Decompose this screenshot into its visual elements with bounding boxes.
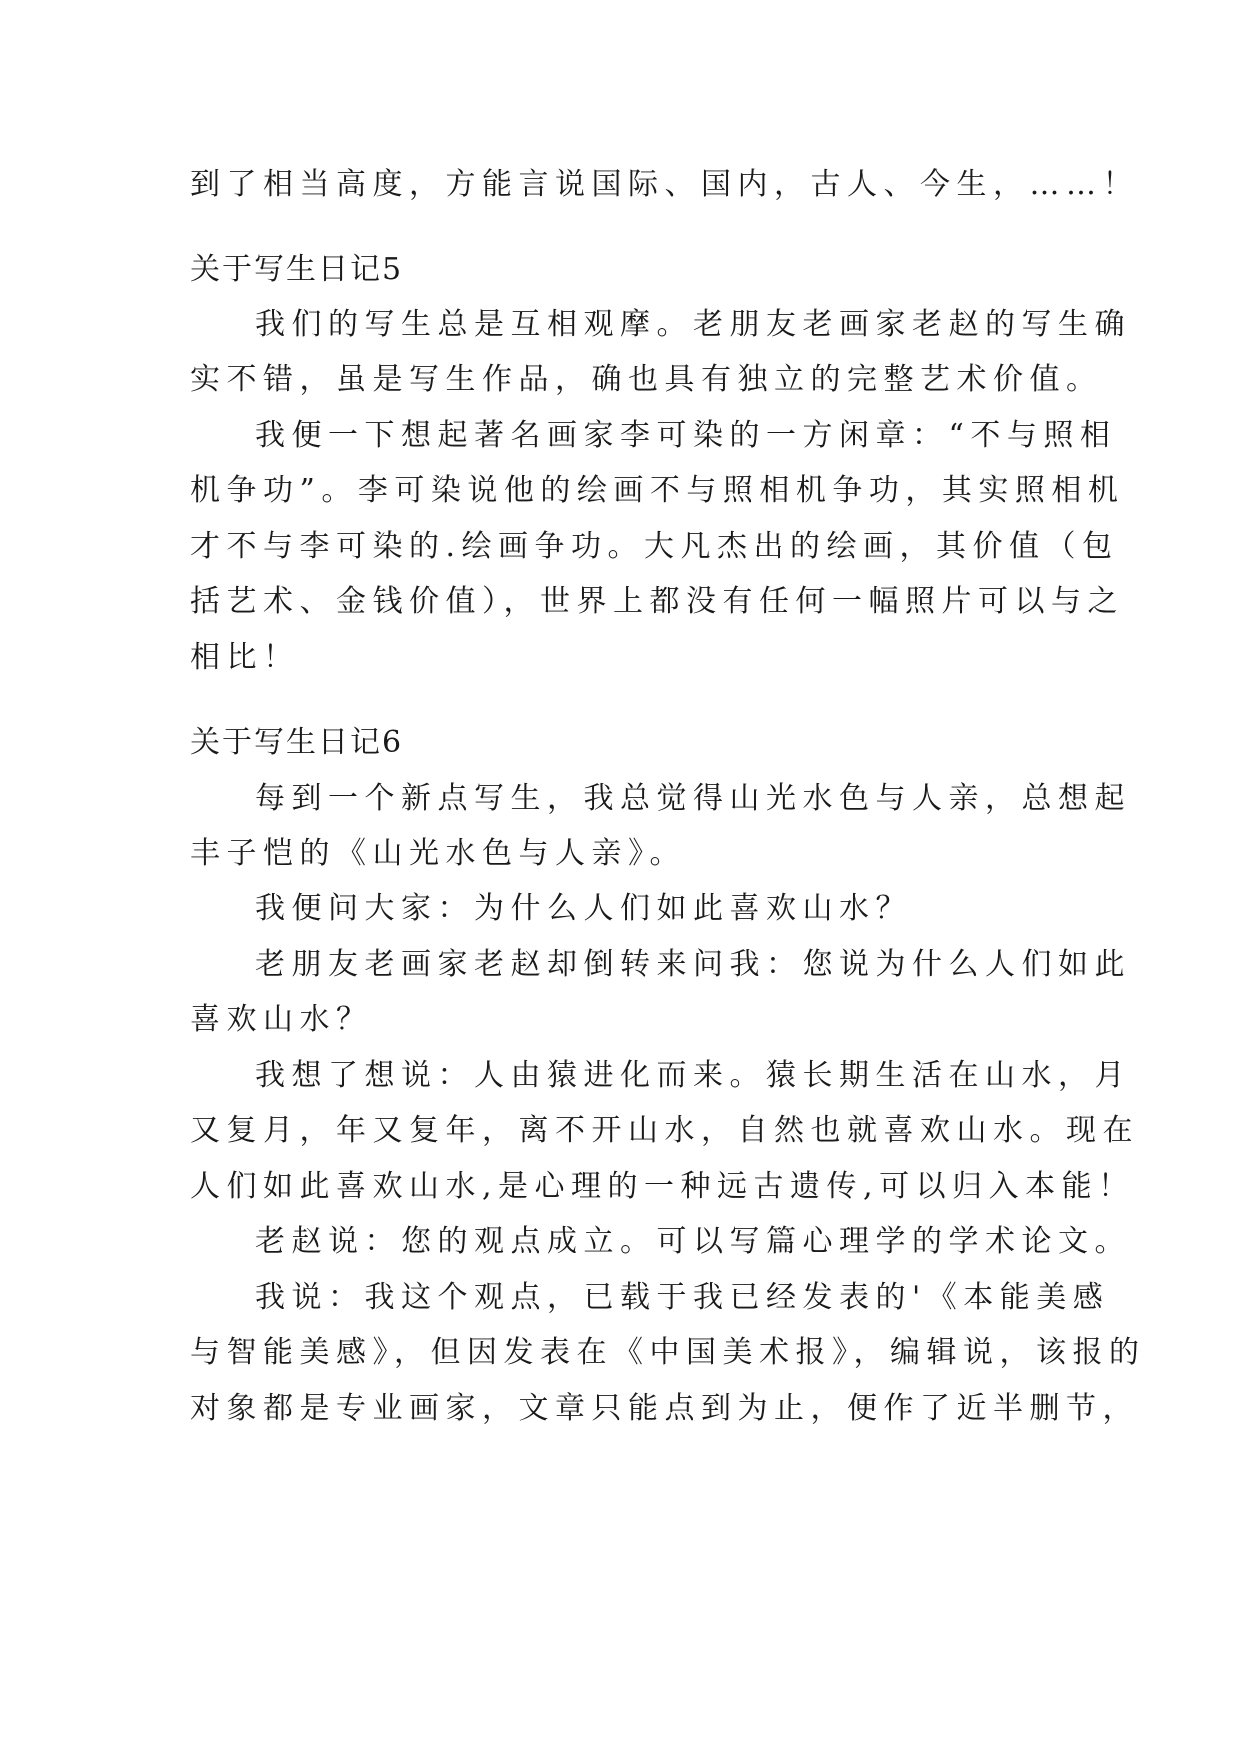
section-heading-5: 关于写生日记5: [190, 252, 404, 287]
paragraph-line: 老朋友老画家老赵却倒转来问我：您说为什么人们如此: [255, 947, 1131, 982]
paragraph-line: 到了相当高度，方能言说国际、国内，古人、今生，……！: [190, 167, 1139, 202]
paragraph-line: 我想了想说：人由猿进化而来。猿长期生活在山水，月: [255, 1058, 1131, 1093]
paragraph-line: 实不错，虽是写生作品，确也具有独立的完整艺术价值。: [190, 362, 1103, 397]
paragraph-line: 喜欢山水？: [190, 1002, 373, 1037]
paragraph-line: 与智能美感》，但因发表在《中国美术报》，编辑说，该报的: [190, 1335, 1146, 1370]
section-heading-6: 关于写生日记6: [190, 725, 404, 760]
paragraph-line: 我们的写生总是互相观摩。老朋友老画家老赵的写生确: [255, 307, 1131, 342]
paragraph-line: 相比！: [190, 640, 300, 675]
paragraph-line: 老赵说：您的观点成立。可以写篇心理学的学术论文。: [255, 1224, 1131, 1259]
paragraph-line: 我便问大家：为什么人们如此喜欢山水？: [255, 891, 912, 926]
paragraph-line: 又复月，年又复年，离不开山水，自然也就喜欢山水。现在: [190, 1113, 1139, 1148]
paragraph-line: 我便一下想起著名画家李可染的一方闲章：“不与照相: [255, 418, 1117, 453]
paragraph-line: 对象都是专业画家，文章只能点到为止，便作了近半删节，: [190, 1391, 1139, 1426]
paragraph-line: 我说：我这个观点，已载于我已经发表的'《本能美感: [255, 1280, 1110, 1315]
paragraph-line: 人们如此喜欢山水,是心理的一种远古遗传,可以归入本能！: [190, 1169, 1135, 1204]
paragraph-line: 机争功”。李可染说他的绘画不与照相机争功，其实照相机: [190, 473, 1125, 508]
paragraph-line: 丰子恺的《山光水色与人亲》。: [190, 836, 686, 871]
paragraph-line: 才不与李可染的.绘画争功。大凡杰出的绘画，其价值（包: [190, 529, 1119, 564]
paragraph-line: 每到一个新点写生，我总觉得山光水色与人亲，总想起: [255, 781, 1131, 816]
paragraph-line: 括艺术、金钱价值），世界上都没有任何一幅照片可以与之: [190, 584, 1124, 619]
